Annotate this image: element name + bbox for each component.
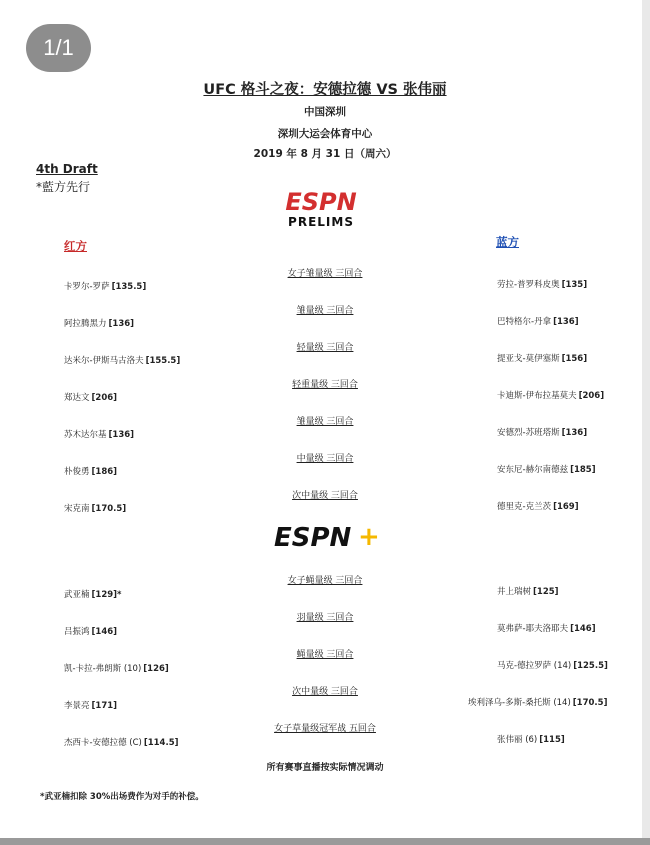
bout-label: 女子草量级冠军战 五回合 [274,724,376,734]
blue-fighter-weight: [136] [561,428,588,438]
blue-corner-label: 蓝方 [496,235,519,249]
plus-symbol: + [358,522,380,552]
prelims-logo-subtext: PRELIMS [288,215,354,229]
bout-label: 中量级 三回合 [296,454,354,464]
blue-fighter [497,352,587,364]
red-fighter-name: 杰西卡-安德拉德 (C) [64,738,142,748]
blue-fighter-name: 井上瑞树 [497,587,532,597]
espn-prelims-logo [270,188,372,230]
red-fighter-name: 凯-卡拉-弗朗斯 (10) [64,664,142,674]
blue-fighter [497,622,596,634]
blue-fighter-weight: [136] [553,317,579,327]
red-fighter [64,280,146,292]
blue-fighter-weight: [170.5] [572,698,608,708]
blue-fighter-name: 安德烈-苏班塔斯 [497,428,560,438]
blue-fighter-weight: [125.5] [573,661,608,671]
red-fighter-weight: [155.5] [145,356,181,366]
bout-label: 羽量级 三回合 [296,613,354,623]
blue-fighter [497,426,587,438]
red-fighter-name: 苏木达尔基 [64,430,107,440]
bout-label: 轻重量级 三回合 [292,380,358,390]
red-fighter-name: 郑达文 [64,393,90,403]
red-fighter [64,354,180,366]
blue-fighter [497,389,604,401]
red-fighter-name: 武亚楠 [64,590,90,600]
bout-label: 次中量级 三回合 [292,687,358,697]
red-fighter-weight: [114.5] [143,738,179,748]
page-edge-bottom [0,838,650,845]
broadcast-note: 所有赛事直播按实际情况调动 [266,763,384,773]
blue-fighter [497,315,579,327]
blue-fighter [497,463,596,475]
blue-fighter-weight: [169] [553,502,579,512]
red-fighter-weight: [136] [108,430,135,440]
event-title: UFC 格斗之夜：安德拉德 VS 张伟丽 [203,82,447,98]
red-fighter [64,625,117,637]
red-fighter-name: 达米尔-伊斯马古洛夫 [64,356,144,366]
red-fighter-name: 宋克南 [64,504,90,514]
blue-fighter [497,585,559,597]
red-fighter [64,428,134,440]
blue-fighter [497,500,579,512]
blue-fighter [497,733,565,745]
draft-note: *藍方先行 [36,180,91,194]
bout-label: 雏量级 三回合 [296,306,354,316]
red-fighter-weight: [129]* [91,590,122,600]
espn-plus-logo-text: ESPN [274,523,352,552]
event-date: 2019 年 8 月 31 日（周六） [253,148,397,160]
blue-fighter [497,278,587,290]
page-edge-right [642,0,650,845]
blue-fighter-name: 卡迪斯-伊布拉基莫夫 [497,391,577,401]
bout-label: 女子雏量级 三回合 [287,269,363,279]
red-fighter [64,317,134,329]
event-venue: 深圳大运会体育中心 [277,128,373,140]
blue-fighter-name: 安东尼-赫尔南德兹 [497,465,569,475]
bout-label: 雏量级 三回合 [296,417,354,427]
bout-label: 女子蝇量级 三回合 [287,576,363,586]
blue-fighter-weight: [115] [539,735,565,745]
red-fighter-name: 李景亮 [64,701,90,711]
red-fighter-name: 阿拉腾黑力 [64,319,107,329]
red-fighter-weight: [136] [108,319,135,329]
red-fighter-weight: [186] [91,467,118,477]
red-fighter-weight: [135.5] [111,282,147,292]
red-fighter [64,736,179,748]
red-fighter [64,502,126,514]
red-fighter [64,699,117,711]
red-fighter-name: 吕振鸿 [64,627,90,637]
blue-fighter-name: 劳拉-普罗科皮奥 [497,280,560,290]
blue-fighter-weight: [206] [578,391,605,401]
espn-plus-logo [272,520,380,552]
blue-fighter-weight: [125] [533,587,559,597]
blue-fighter [468,696,607,708]
red-fighter [64,391,117,403]
red-fighter [64,465,117,477]
footnote: *武亚楠扣除 30%出场费作为对手的补偿。 [40,792,204,802]
blue-fighter-name: 提亚戈-莫伊塞斯 [497,354,560,364]
blue-fighter-name: 莫弗萨-耶夫洛耶夫 [497,624,569,634]
red-fighter-weight: [206] [91,393,118,403]
red-fighter-weight: [126] [143,664,169,674]
event-location: 中国深圳 [304,106,346,118]
blue-fighter-weight: [135] [561,280,588,290]
red-fighter-weight: [171] [91,701,118,711]
page-counter-badge: 1/1 [26,24,91,72]
draft-label: 4th Draft [36,162,98,176]
espn-prelims-logo-text: ESPN [285,188,357,216]
bout-label: 轻量级 三回合 [296,343,354,353]
red-fighter [64,662,169,674]
blue-fighter-weight: [156] [561,354,588,364]
bout-label: 蝇量级 三回合 [296,650,354,660]
blue-fighter-name: 马克-德拉罗萨 (14) [497,661,572,671]
blue-fighter-weight: [185] [570,465,596,475]
blue-fighter-name: 埃利泽乌-多斯-桑托斯 (14) [468,698,571,708]
blue-fighter-name: 巴特格尔-丹拿 [497,317,552,327]
blue-fighter-name: 德里克-克兰茨 [497,502,552,512]
red-corner-label: 红方 [64,239,87,253]
red-fighter-weight: [146] [91,627,118,637]
blue-fighter [497,659,608,671]
red-fighter [64,588,121,600]
blue-fighter-weight: [146] [570,624,596,634]
red-fighter-weight: [170.5] [91,504,127,514]
bout-label: 次中量级 三回合 [292,491,358,501]
red-fighter-name: 卡罗尔-罗萨 [64,282,110,292]
blue-fighter-name: 张伟丽 (6) [497,735,538,745]
red-fighter-name: 朴俊勇 [64,467,90,477]
